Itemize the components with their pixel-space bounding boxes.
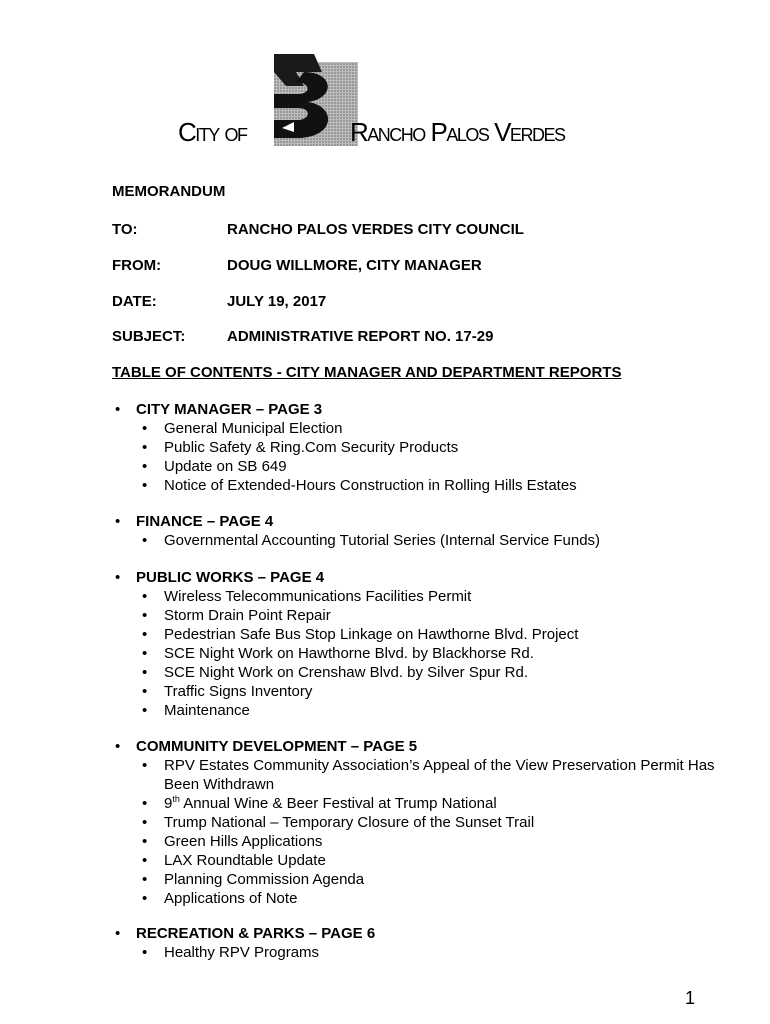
list-item (112, 851, 732, 870)
bullet-icon: • (142, 871, 148, 888)
bullet-icon: • (142, 944, 148, 961)
list-item (112, 889, 732, 908)
bullet-icon: • (142, 833, 148, 850)
logo-rancho-palos-verdes-text: Rancho Palos Verdes (350, 117, 565, 147)
list-item-text: Trump National – Temporary Closure of the Sunset Trail (164, 814, 535, 831)
bullet-icon: • (142, 420, 148, 437)
list-item-text: Public Safety & Ring.Com Security Products (164, 439, 459, 456)
page-number: 1 (685, 988, 696, 1008)
bullet-icon: • (142, 626, 148, 643)
list-item-text: SCE Night Work on Hawthorne Blvd. by Blackhorse Rd. (164, 645, 534, 662)
list-item-text: Healthy RPV Programs (164, 944, 320, 961)
date-value: JULY 19, 2017 (227, 293, 327, 310)
list-item-text: LAX Roundtable Update (164, 852, 326, 869)
list-item-text: RPV Estates Community Association’s Appeal of the View Preservation Permit Has Been Withdrawn (164, 757, 715, 793)
list-item-text: Maintenance (164, 702, 250, 719)
section-heading (112, 924, 732, 943)
list-item-text: Planning Commission Agenda (164, 871, 365, 888)
list-item (112, 701, 732, 720)
list-item (112, 606, 732, 625)
bullet-icon: • (142, 588, 148, 605)
bullet-icon: • (142, 795, 148, 812)
toc-title: TABLE OF CONTENTS - CITY MANAGER AND DEPARTMENT REPORTS (112, 364, 622, 381)
festival-ordinal-suffix: th (172, 794, 180, 804)
list-item (112, 943, 732, 962)
list-item (112, 625, 732, 644)
list-item-text (164, 795, 497, 812)
list-item-text: Green Hills Applications (164, 833, 323, 850)
list-item-text: Wireless Telecommunications Facilities Permit (164, 588, 472, 605)
list-item-text: Governmental Accounting Tutorial Series (Internal Service Funds) (164, 532, 601, 549)
list-item-text: General Municipal Election (164, 420, 343, 437)
festival-number: 9 (164, 795, 173, 812)
list-item (112, 476, 732, 495)
city-logo (178, 54, 608, 150)
bullet-icon: • (115, 401, 121, 418)
list-item-text: Notice of Extended-Hours Construction in Rolling Hills Estates (164, 477, 577, 494)
section-public-works (112, 568, 732, 720)
bullet-icon: • (142, 645, 148, 662)
section-city-manager (112, 400, 732, 495)
list-item-text: Applications of Note (164, 890, 298, 907)
bullet-icon: • (142, 532, 148, 549)
bullet-icon: • (142, 607, 148, 624)
bullet-icon: • (142, 702, 148, 719)
section-heading (112, 737, 732, 756)
section-heading (112, 512, 732, 531)
list-item-text: Pedestrian Safe Bus Stop Linkage on Hawthorne Blvd. Project (164, 626, 579, 643)
list-item (112, 644, 732, 663)
list-item (112, 832, 732, 851)
bullet-icon: • (142, 477, 148, 494)
bullet-icon: • (142, 664, 148, 681)
section-title: CITY MANAGER – PAGE 3 (136, 401, 323, 418)
subject-label: SUBJECT: (112, 328, 186, 345)
bullet-icon: • (142, 439, 148, 456)
from-label: FROM: (112, 257, 162, 274)
list-item (112, 419, 732, 438)
bullet-icon: • (142, 757, 148, 774)
bullet-icon: • (142, 852, 148, 869)
bullet-icon: • (142, 814, 148, 831)
section-title: PUBLIC WORKS – PAGE 4 (136, 569, 325, 586)
list-item (112, 813, 732, 832)
bullet-icon: • (115, 738, 121, 755)
list-item-text: Update on SB 649 (164, 458, 287, 475)
list-item (112, 587, 732, 606)
date-label: DATE: (112, 293, 157, 310)
to-label: TO: (112, 221, 138, 238)
section-title: COMMUNITY DEVELOPMENT – PAGE 5 (136, 738, 418, 755)
bullet-icon: • (115, 569, 121, 586)
list-item (112, 682, 732, 701)
section-heading (112, 568, 732, 587)
list-item (112, 756, 732, 794)
bullet-icon: • (115, 513, 121, 530)
section-title: RECREATION & PARKS – PAGE 6 (136, 925, 376, 942)
list-item-text: SCE Night Work on Crenshaw Blvd. by Silver Spur Rd. (164, 664, 529, 681)
list-item (112, 531, 732, 550)
list-item (112, 663, 732, 682)
section-title: FINANCE – PAGE 4 (136, 513, 274, 530)
section-heading (112, 400, 732, 419)
list-item-text: Traffic Signs Inventory (164, 683, 313, 700)
memo-title: MEMORANDUM (112, 183, 226, 200)
bullet-icon: • (142, 683, 148, 700)
section-recreation-parks (112, 924, 732, 962)
list-item-text: Storm Drain Point Repair (164, 607, 331, 624)
to-value: RANCHO PALOS VERDES CITY COUNCIL (227, 221, 524, 238)
bullet-icon: • (115, 925, 121, 942)
logo-city-of-text: City of (178, 117, 247, 147)
from-value: DOUG WILLMORE, CITY MANAGER (227, 257, 482, 274)
list-item (112, 870, 732, 889)
list-item (112, 457, 732, 476)
bullet-icon: • (142, 890, 148, 907)
section-finance (112, 512, 732, 550)
list-item (112, 438, 732, 457)
city-emblem-icon (274, 54, 360, 146)
festival-text: Annual Wine & Beer Festival at Trump National (179, 795, 497, 812)
bullet-icon: • (142, 458, 148, 475)
subject-value: ADMINISTRATIVE REPORT NO. 17-29 (227, 328, 494, 345)
section-community-development (112, 737, 732, 908)
list-item (112, 794, 732, 813)
